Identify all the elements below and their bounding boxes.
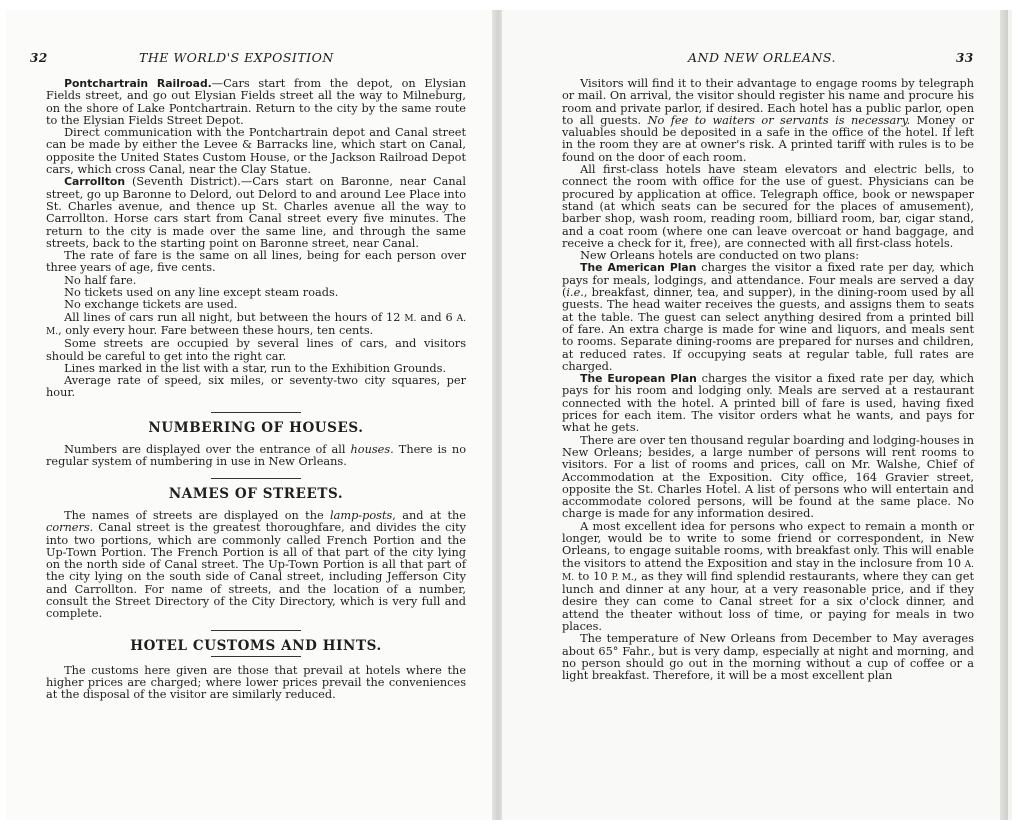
left-text-column (46, 78, 466, 702)
carrollton-paragraph: Carrollton (Seventh District).—Cars start on Baronne, near Canal street, go up Baronne to Delord, out Delord to and around Lee Place into St. Charles avenue, and thence up St. Charles avenue all the way to Carrollton. Horse cars start from Canal street every five minutes. The return to the city is made over the same line, and through the same streets, back to the starting point on Baronne street, near Canal. (46, 175, 466, 250)
left-page (6, 10, 496, 820)
numbering-paragraph: Numbers are displayed over the entrance of all houses. There is no regular system of numbering in use in New Orleans. (46, 443, 466, 469)
first-class-paragraph: All first-class hotels have steam elevators and electric bells, to connect the room with office for the use of guest. Physicians can be procured by application at office. Telegraph office, book or newspaper stand (at which seats can be secured for the places of amusement), barber shop, wash room, reading room, billiard room, bar, cigar stand, and a coat room (where one can leave overcoat or hand baggage, and receive a check for it, free), are connected with all first-class hotels. (562, 163, 974, 250)
boarding-houses-paragraph: There are over ten thousand regular boarding and lodging-houses in New Orleans; besides, a large number of persons will rent rooms to visitors. For a list of rooms and prices, call on Mr. Walshe, Chief of Accommodation at the Exposition. City office, 164 Gravier street, opposite the St. Charles Hotel. A list of persons who will entertain and accommodate colored persons, will be found at the same place. No charge is made for any information desired. (562, 433, 974, 521)
excellent-idea-paragraph: A most excellent idea for persons who expect to remain a month or longer, would be to write to some friend or correspondent, in New Orleans, to engage suitable rooms, with breakfast only. This will enable the visitors to attend the Exposition and stay in the inclosure from 10 A. M. to 10 P. M., as they will find splendid restaurants, where they can get lunch and dinner at any hour, at a very reasonable price, and if they desire they can come to Canal street for a six o'clock dinner, and attend the theater without loss of time, or paying for meals in two places. (562, 519, 975, 634)
lines-marked-paragraph: Lines marked in the list with a star, run to the Exhibition Grounds. (64, 361, 447, 375)
temperature-paragraph: The temperature of New Orleans from December to May averages about 65° Fahr., but is very damp, especially at night and morning, and no person should go out in the morning without a cup of coffee or a light breakfast. Therefore, it will be a most excellent plan (562, 632, 974, 683)
american-plan-paragraph: The American Plan charges the visitor a fixed rate per day, which pays for meals, lodgings, and attendance. Four meals are served a day (i.e., breakfast, dinner, tea, and supper), in the dining-room used by all guests. The head waiter receives the guests, and assigns them to seats at the table. The guest can select anything desired from a printed bill of fare. An extra charge is made for wine and liquors, and meals sent to rooms. Separate dining-rooms are prepared for nurses and children, at reduced rates. If occupying seats at regular table, full rates are charged. (562, 261, 974, 373)
no-exchange: No exchange tickets are used. (64, 298, 238, 312)
names-paragraph: The names of streets are displayed on the lamp-posts, and at the corners. Canal street is the greatest thoroughfare, and divides the city into two portions, which are commonly called French Portion and the Up-Town Portion. The French Portion is all of that part of the city lying on the north side of Canal street. The Up-Town Portion is all that part of the city lying on the south side of Canal street, including Jefferson City and Carrollton. For name of streets, and the location of a number, consult the Street Directory of the City Directory, which is very full and complete. (46, 508, 466, 621)
no-tickets: No tickets used on any line except steam roads. (64, 286, 339, 300)
hotel-customs-heading: HOTEL CUSTOMS AND HINTS. (130, 637, 382, 654)
european-plan-paragraph: The European Plan charges the visitor a fixed rate per day, which pays for his room and lodging only. Meals are served at a restaurant connected with the hotel. A printed bill of fare is used, having fixed prices for each item. The visitor orders what he wants, and pays for what he gets. (562, 372, 974, 435)
right-page (502, 10, 1008, 820)
page-edge (1000, 10, 1008, 820)
some-streets-paragraph: Some streets are occupied by several lines of cars, and visitors should be careful to get into the right car. (46, 337, 466, 363)
left-running-head: THE WORLD'S EXPOSITION (139, 50, 334, 65)
visitors-paragraph: Visitors will find it to their advantage to engage rooms by telegraph or mail. On arrival, the visitor should register his name and procure his room and private parlor, if desired. Each hotel has a public parlor, open to all guests. No fee to waiters or servants is necessary. Money or valuables should be deposited in a safe in the office of the hotel. If left in the room they are at owner's risk. A printed tariff with rules is to be found on the door of each room. (562, 77, 974, 164)
hotel-customs-paragraph: The customs here given are those that prevail at hotels where the higher prices are charged; where lower prices prevail the conveniences at the disposal of the visitor are similarly reduced. (46, 663, 466, 702)
all-night-paragraph: All lines of cars run all night, but between the hours of 12 M. and 6 A. M., only every hour. Fare between these hours, ten cents. (46, 310, 466, 337)
average-rate-paragraph: Average rate of speed, six miles, or seventy-two city squares, per hour. (46, 374, 466, 400)
direct-communication-paragraph: Direct communication with the Pontchartrain depot and Canal street can be made by either the Levee & Barracks line, which start on Canal, opposite the United States Custom House, or the Jackson Railroad Depot cars, which cross Canal, near the Clay Statue. (46, 126, 467, 177)
right-running-head: AND NEW ORLEANS. (688, 50, 836, 65)
section-rule (211, 478, 301, 479)
section-rule (211, 630, 301, 631)
two-plans-paragraph: New Orleans hotels are conducted on two plans: (580, 249, 859, 263)
numbering-heading: NUMBERING OF HOUSES. (148, 419, 364, 436)
names-of-streets-heading: NAMES OF STREETS. (168, 485, 344, 502)
section-rule (211, 412, 301, 413)
open-book (6, 10, 1012, 820)
pontchartrain-paragraph: Pontchartrain Railroad.—Cars start from the depot, on Elysian Fields street, and go out Elysian Fields street all the way to Milneburg, on the shore of Lake Pontchartrain. Return to the city by the same route to the Elysian Fields Street Depot. (46, 77, 466, 127)
no-half-fare: No half fare. (64, 273, 137, 287)
right-page-number: 33 (956, 51, 974, 65)
right-text-column (562, 78, 974, 683)
fare-paragraph: The rate of fare is the same on all lines, being for each person over three years of age, five cents. (46, 249, 466, 275)
left-page-number: 32 (30, 51, 48, 65)
